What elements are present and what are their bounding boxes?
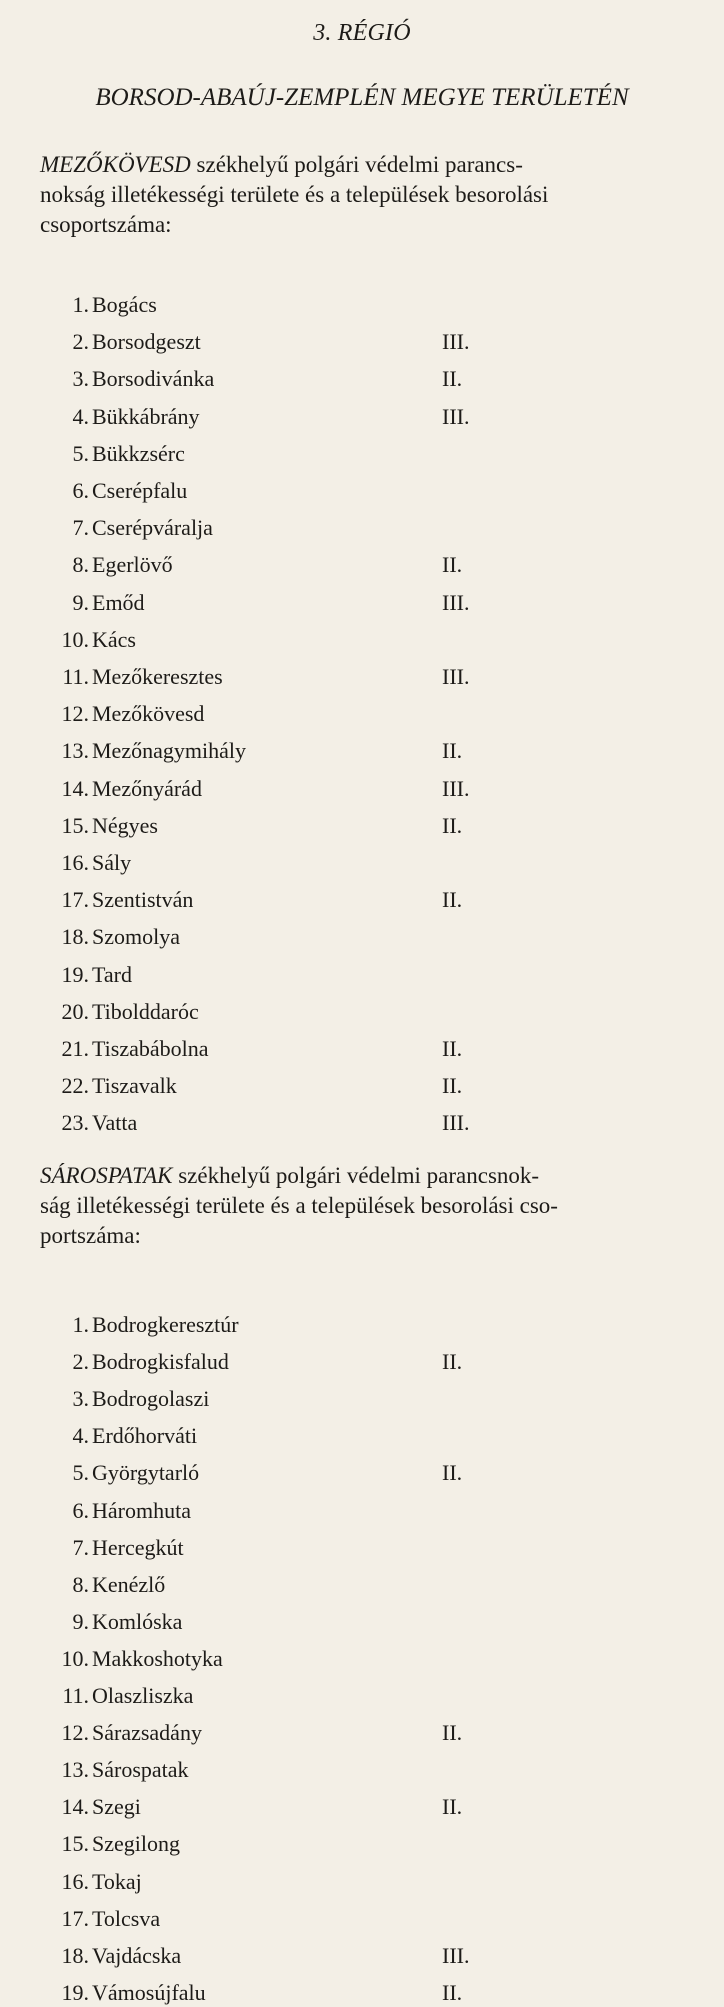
group-number: III. [442,664,470,689]
group-number: II. [442,1979,463,2005]
group-number: II. [442,1036,463,1061]
item-number: 8. [72,1571,89,1597]
item-number: 10. [61,626,89,652]
group-number: III. [442,403,470,429]
list-item [0,1421,724,1450]
settlement-name: Cserépfalu [92,478,188,503]
settlement-name: Hercegkút [92,1534,184,1560]
item-number: 18. [61,1942,89,1968]
list-item [0,774,724,803]
list-item [0,1570,724,1599]
settlement-name: Egerlövő [92,552,173,578]
group-number: II. [442,738,463,764]
settlement-name: Bodrogolaszi [92,1386,210,1412]
settlement-name: Bükkábrány [92,403,200,429]
list-item [0,662,724,691]
list-item [0,1681,724,1710]
intro-line: SÁROSPATAK székhelyű polgári védelmi parancsnok- [40,1163,540,1188]
group-number: II. [442,1349,463,1375]
seat-name: SÁROSPATAK [40,1163,173,1188]
settlement-name: Szegilong [92,1831,180,1857]
settlement-name: Kenézlő [92,1571,166,1597]
seat-name: MEZŐKÖVESD [40,152,191,177]
group-number: II. [442,1720,463,1746]
section-intro-mezokovesd [40,150,716,240]
settlement-name: Erdőhorváti [92,1423,198,1449]
group-number: II. [442,1460,463,1486]
list-item [0,1458,724,1487]
item-number: 7. [72,515,89,541]
item-number: 13. [61,738,89,764]
item-number: 3. [72,366,89,392]
item-number: 2. [72,1349,89,1375]
item-number: 14. [61,1794,89,1820]
list-item [0,885,724,914]
county-title: BORSOD-ABAÚJ-ZEMPLÉN MEGYE TERÜLETÉN [95,84,629,111]
group-number: II. [442,887,463,913]
list-item [0,1108,724,1137]
region-title: 3. RÉGIÓ [313,20,411,46]
settlement-name: Tiszabábolna [92,1036,209,1061]
item-number: 3. [72,1386,89,1412]
settlement-name: Tokaj [92,1868,142,1894]
group-number: III. [442,329,470,355]
list-item [0,1034,724,1063]
list-item [0,1941,724,1970]
item-number: 1. [72,292,89,317]
list-item [0,1607,724,1636]
item-number: 22. [61,1073,89,1099]
item-number: 19. [61,961,89,987]
item-number: 5. [72,440,89,466]
item-number: 20. [61,998,89,1024]
settlement-name: Négyes [92,812,158,838]
list-item [0,327,724,356]
item-number: 10. [61,1645,89,1671]
list-item [0,811,724,840]
list-item [0,476,724,505]
list-item [0,1755,724,1784]
list-item [0,1867,724,1896]
settlement-name: Kács [92,626,136,652]
item-number: 15. [61,1831,89,1857]
group-number: II. [442,552,463,578]
item-number: 1. [72,1312,89,1337]
settlement-name: Olaszliszka [92,1683,194,1708]
intro-line: portszáma: [40,1223,141,1248]
settlement-name: Vajdácska [92,1942,182,1968]
group-number: III. [442,589,470,615]
list-item [0,1347,724,1376]
item-number: 5. [72,1460,89,1486]
list-item [0,699,724,728]
settlement-name: Mezőkövesd [92,701,205,727]
list-item [0,290,724,319]
item-number: 12. [61,701,89,727]
item-number: 6. [72,1497,89,1523]
item-number: 14. [61,775,89,801]
list-item [0,625,724,654]
list-item [0,1533,724,1562]
list-item [0,588,724,617]
item-number: 16. [61,1868,89,1894]
settlement-name: Sárospatak [92,1757,189,1783]
list-item [0,1718,724,1747]
intro-line: nokság illetékességi területe és a települések besorolási [40,182,549,207]
list-item [0,513,724,542]
settlement-name: Mezőnagymihály [92,738,246,764]
settlement-name: Bodrogkeresztúr [92,1312,239,1337]
item-number: 2. [72,329,89,355]
intro-line: MEZŐKÖVESD székhelyű polgári védelmi parancs- [40,152,523,177]
settlement-name: Szegi [92,1794,141,1820]
list-item [0,1792,724,1821]
settlement-name: Borsodgeszt [92,329,201,355]
item-number: 23. [61,1110,89,1136]
list-item [0,1310,724,1339]
settlement-name: Sály [92,850,132,875]
settlement-name: Borsodivánka [92,366,215,392]
list-item [0,1644,724,1673]
list-item [0,960,724,989]
list-item [0,1071,724,1100]
settlement-name: Tolcsva [92,1905,161,1931]
settlement-name: Makkoshotyka [92,1645,223,1671]
group-number: II. [442,366,463,392]
list-item [0,1496,724,1525]
settlement-name: Mezőnyárád [92,775,202,801]
list-item [0,1829,724,1858]
item-number: 17. [61,887,89,913]
item-number: 11. [62,1683,89,1708]
item-number: 16. [61,850,89,875]
item-number: 15. [61,812,89,838]
settlement-name: Tiszavalk [92,1073,177,1099]
item-number: 8. [72,552,89,578]
list-item [0,402,724,431]
list-item [0,848,724,877]
intro-line: csoportszáma: [40,212,172,237]
settlement-name: Bükkzsérc [92,440,185,466]
item-number: 4. [72,1423,89,1449]
group-number: III. [442,1110,470,1136]
group-number: II. [442,1073,463,1099]
settlement-name: Sárazsadány [92,1720,202,1746]
item-number: 6. [72,478,89,503]
settlement-name: Emőd [92,589,145,615]
item-number: 4. [72,403,89,429]
item-number: 17. [61,1905,89,1931]
section-intro-sarospatak [40,1161,716,1251]
item-number: 13. [61,1757,89,1783]
list-item [0,1904,724,1933]
settlement-name: Tard [92,961,132,987]
group-number: III. [442,1942,470,1968]
item-number: 18. [61,924,89,950]
group-number: II. [442,812,463,838]
item-number: 12. [61,1720,89,1746]
settlement-name: Vatta [92,1110,138,1136]
list-item [0,1384,724,1413]
intro-line: ság illetékességi területe és a települések besorolási cso- [40,1193,558,1218]
settlement-name: Tibolddaróc [92,998,199,1024]
settlement-name: Komlóska [92,1608,183,1634]
settlement-name: Szentistván [92,887,194,913]
settlement-name: Bodrogkisfalud [92,1349,229,1375]
settlement-name: Háromhuta [92,1497,191,1523]
group-number: II. [442,1794,463,1820]
item-number: 9. [72,589,89,615]
settlement-name: Györgytarló [92,1460,200,1486]
item-number: 19. [61,1979,89,2005]
settlement-name: Bogács [92,292,157,317]
settlement-name: Cserépváralja [92,515,213,541]
list-item [0,997,724,1026]
list-item [0,736,724,765]
group-number: III. [442,775,470,801]
item-number: 21. [61,1036,89,1061]
list-item [0,1978,724,2007]
list-item [0,439,724,468]
item-number: 7. [72,1534,89,1560]
settlement-name: Szomolya [92,924,180,950]
list-item [0,364,724,393]
settlement-name: Vámosújfalu [92,1979,206,2005]
item-number: 9. [72,1608,89,1634]
item-number: 11. [62,664,89,689]
list-item [0,922,724,951]
list-item [0,550,724,579]
settlement-name: Mezőkeresztes [92,664,223,689]
